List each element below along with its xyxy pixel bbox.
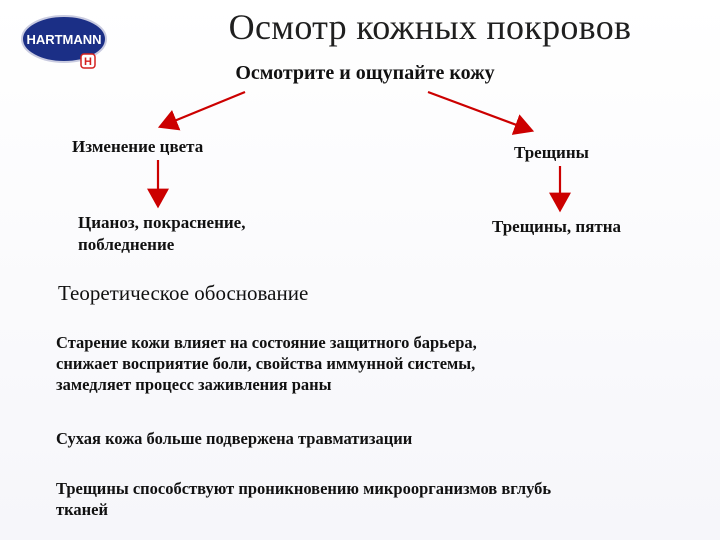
- paragraph-line: снижает восприятие боли, свойства иммунной системы,: [56, 354, 476, 373]
- theory-heading: Теоретическое обоснование: [58, 281, 309, 305]
- theory-paragraph-dry-skin: Сухая кожа больше подвержена травматизации: [56, 429, 413, 448]
- paragraph-line: Трещины способствуют проникновению микроорганизмов вглубь: [56, 479, 552, 498]
- node-color-details: [78, 212, 338, 256]
- paragraph-line: Старение кожи влияет на состояние защитного барьера,: [56, 333, 477, 352]
- node-color-change: Изменение цвета: [72, 137, 204, 156]
- paragraph-line: замедляет процесс заживления раны: [56, 375, 332, 394]
- paragraph-line: тканей: [56, 500, 108, 519]
- node-cracks: Трещины: [514, 143, 589, 162]
- theory-paragraph-aging: [56, 332, 696, 395]
- arrow-to-right: [428, 92, 530, 130]
- logo-text: HARTMANN: [26, 32, 102, 47]
- node-cracks-details: Трещины, пятна: [492, 217, 622, 236]
- arrow-to-left: [162, 92, 245, 126]
- node-color-details-line2: побледнение: [78, 235, 175, 254]
- page-title: Осмотр кожных покровов: [228, 7, 632, 47]
- theory-paragraph-cracks: [56, 478, 696, 520]
- page-subtitle: Осмотрите и ощупайте кожу: [235, 62, 495, 84]
- node-color-details-line1: Цианоз, покраснение,: [78, 213, 246, 232]
- logo-badge: H: [84, 56, 92, 68]
